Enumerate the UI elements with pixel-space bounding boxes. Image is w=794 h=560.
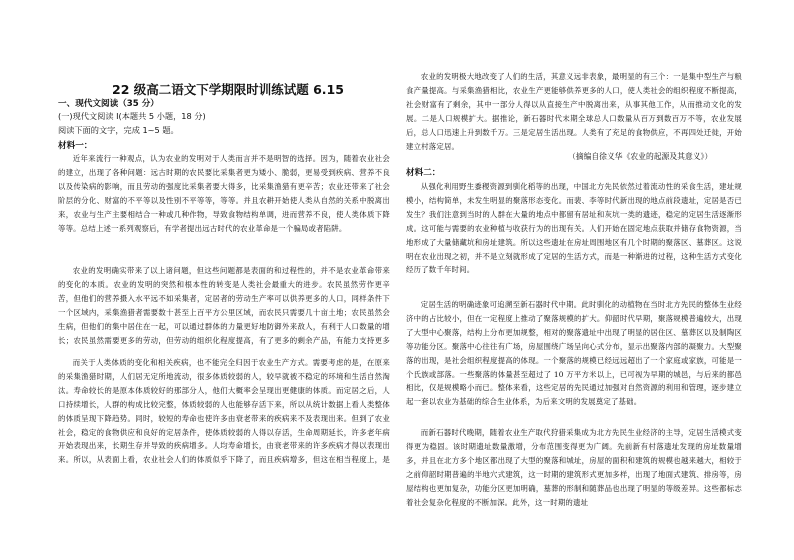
material1-paragraph-3: 而关于人类体质的变化和相关疾病，也不能完全归因于农业生产方式。需要考虑的是，在原来的采集渔猎时期，人们居无定所地流动，很多体质较弱的人，较早就被不稳定的环境和生活自然淘汰。寿命较长的是原本体质较好的那部分人，他们大概率会呈现出更健康的体质。而定居之后，人口持续增长，人群的构成比较完整，体质较弱的人也能够存活下来，所以从统计数据上看人类整体的体质呈现下降趋势。同时，较短的寿命也使许多由衰老带来的疾病来不及表现出来。但到了农业社会，稳定的食物供应和良好的定居条件，使体质较弱的人得以存活，生命周期延长，许多老年病开始表现出来，长期生存并导致的疾病增多。人均寿命增长，由衰老带来的许多疾病才得以表现出来。所以，从表面上看，农业社会人们的体质似乎下降了，而且疾病增多，但这在相当程度上，是 bbox=[58, 358, 390, 465]
material1-paragraph-1: 近年来流行一种观点，认为农业的发明对于人类而言并不是明智的选择。因为，随着农业社会的建立，出现了各种问题：远古时期的农民要比采集者更为矮小、脆弱，更易受到疾病、营养不良以及传染病的影响，而且劳动的强度比采集者要大得多，比采集渔猎有更辛苦；农业还带来了社会阶层的分化、财富的不平等以及性别不平等等，等等。并且农耕开始使人类从自然的关系中脱离出来，农业与生产主要相结合一种或几种作物，导致食物结构单调，进而营养不良，使人类体质下降等等。总结上述一系列观察后，有学者提出远古时代的农业革命是一个骗局或者陷阱。 bbox=[58, 154, 390, 233]
section-heading-1: 一、现代文阅读（35 分） bbox=[58, 99, 159, 109]
subsection-heading: (一)现代文阅读 I(本题共 5 小题，18 分) bbox=[58, 111, 206, 121]
material2-paragraph-2: 定居生活的明确迹象可追溯至新石器时代中期。此时驯化的动植物在当时北方先民的整体生业经济中的占比较小，但在一定程度上推动了聚落规模的扩大。仰韶时代早期，聚落规模普遍较大，出现了大型中心聚落，结构上分布更加规整，相对的聚落遗址中出现了明显的居住区、墓葬区以及制陶区等功能分区。聚落中心往往有广场，房屋围绕广场呈向心式分布，显示出聚落内部的凝聚力。大型聚落的出现，是社会组织程度提高的体现。一个聚落的规模已经远远超出了一个家庭或家族，可能是一个氏族或部落。一些聚落的体量甚至超过了 10 万平方米以上，已可视为早期的城邑，与后来的都邑相比，仅是规模略小而已。整体来看，这些定居的先民通过加强对自然资源的利用和管理，逐步建立起一套以农业为基础的综合生业体系，为后来文明的发展奠定了基础。 bbox=[406, 300, 742, 407]
source-citation: （摘编自徐义华《农业的起源及其意义》） bbox=[568, 152, 713, 161]
right-paragraph-top: 农业的发明极大地改变了人们的生活，其意义远非表象，最明显的有三个：一是集中型生产与粮食产量提高。与采集渔猎相比，农业生产更能够供养更多的人口，使人类社会的组织程度不断提高，社会财富有了剩余，其中一部分人得以从直接生产中脱离出来，从事其他工作，从而推动文化的发展。二是人口规模扩大。据推论，新石器时代末期全球总人口数量从百万到数百万不等，农业发展后，总人口迅速上升到数千万。三是定居生活出现。人类有了充足的食物供应，不再四处迁徙，开始建立村落定居。 bbox=[406, 72, 742, 151]
material2-paragraph-3: 而新石器时代晚期，随着农业生产取代狩猎采集成为北方先民生业经济的主导，定居生活模式变得更为稳固。该时期遗址数量激增，分布范围变得更为广阔。先前新有村落遗址发现的房址数量增多，并且在北方多个地区都出现了大型的聚落和城址，房屋的面积和建筑的规模也越来越大，相较于之前仰韶时期普遍的半地穴式建筑，这一时期的建筑形式更加多样，出现了地面式建筑、排房等，房屋结构也更加复杂，功能分区更加明确，墓葬的形制和随葬品也出现了明显的等级差异。这些都标志着社会复杂化程度的不断加深。此外，这一时期的遗址 bbox=[406, 428, 742, 507]
material2-label: 材料二： bbox=[406, 168, 441, 178]
instruction-text: 阅读下面的文字，完成 1~5 题。 bbox=[58, 125, 179, 135]
material1-paragraph-2: 农业的发明确实带来了以上诸问题，但这些问题都是表面的和过程性的，并不是农业革命带来的变化的本质。农业的发明的突然和根本性的转变是人类社会最重大的进步。农民虽然劳作更辛苦，但他们的营养摄入水平远不如采集者，定居者的劳动生产率可以供养更多的人口，同样条件下一个区域内，采集渔猎者需要数十甚至上百平方公里区域，而农民只需要几十亩土地；农民虽然会生病，但他们的集中居住在一起，可以通过群体的力量更好地防御外来敌人，有利于人口数量的增长；农民虽然需要更多的劳动，但劳动的组织化程度提高，有了更多的剩余产品，有能力支持更多 bbox=[58, 266, 390, 345]
material1-label: 材料一： bbox=[58, 141, 93, 151]
material2-paragraph-1: 从强化利用野生黍稷资源到驯化稻等的出现，中国北方先民依然过着流动性的采食生活，建址规模小，结构简单，未发生明显的聚落形态变化。而裴、李等时代新出现的地点前段遗址，定居是否已发生？我们注意到当时的人群在大量的地点中都留有居址和灰坑一类的遗迹，稳定的定居生活逐渐形成。这可能与需要的农业种植与收获行为的出现有关。人们开始在固定地点获取并储存食物资源，当地形成了大量储藏坑和房址建筑。所以这些遗址在房址周围地区有几个时期的聚落区、墓葬区。这说明在农业出现之初，并不是立刻就形成了定居的生活方式，而是一种渐进的过程，这种生活方式变化经历了数千年时间。 bbox=[406, 182, 742, 275]
page-title: 22 级高二语文下学期限时训练试题 6.15 bbox=[112, 82, 344, 97]
